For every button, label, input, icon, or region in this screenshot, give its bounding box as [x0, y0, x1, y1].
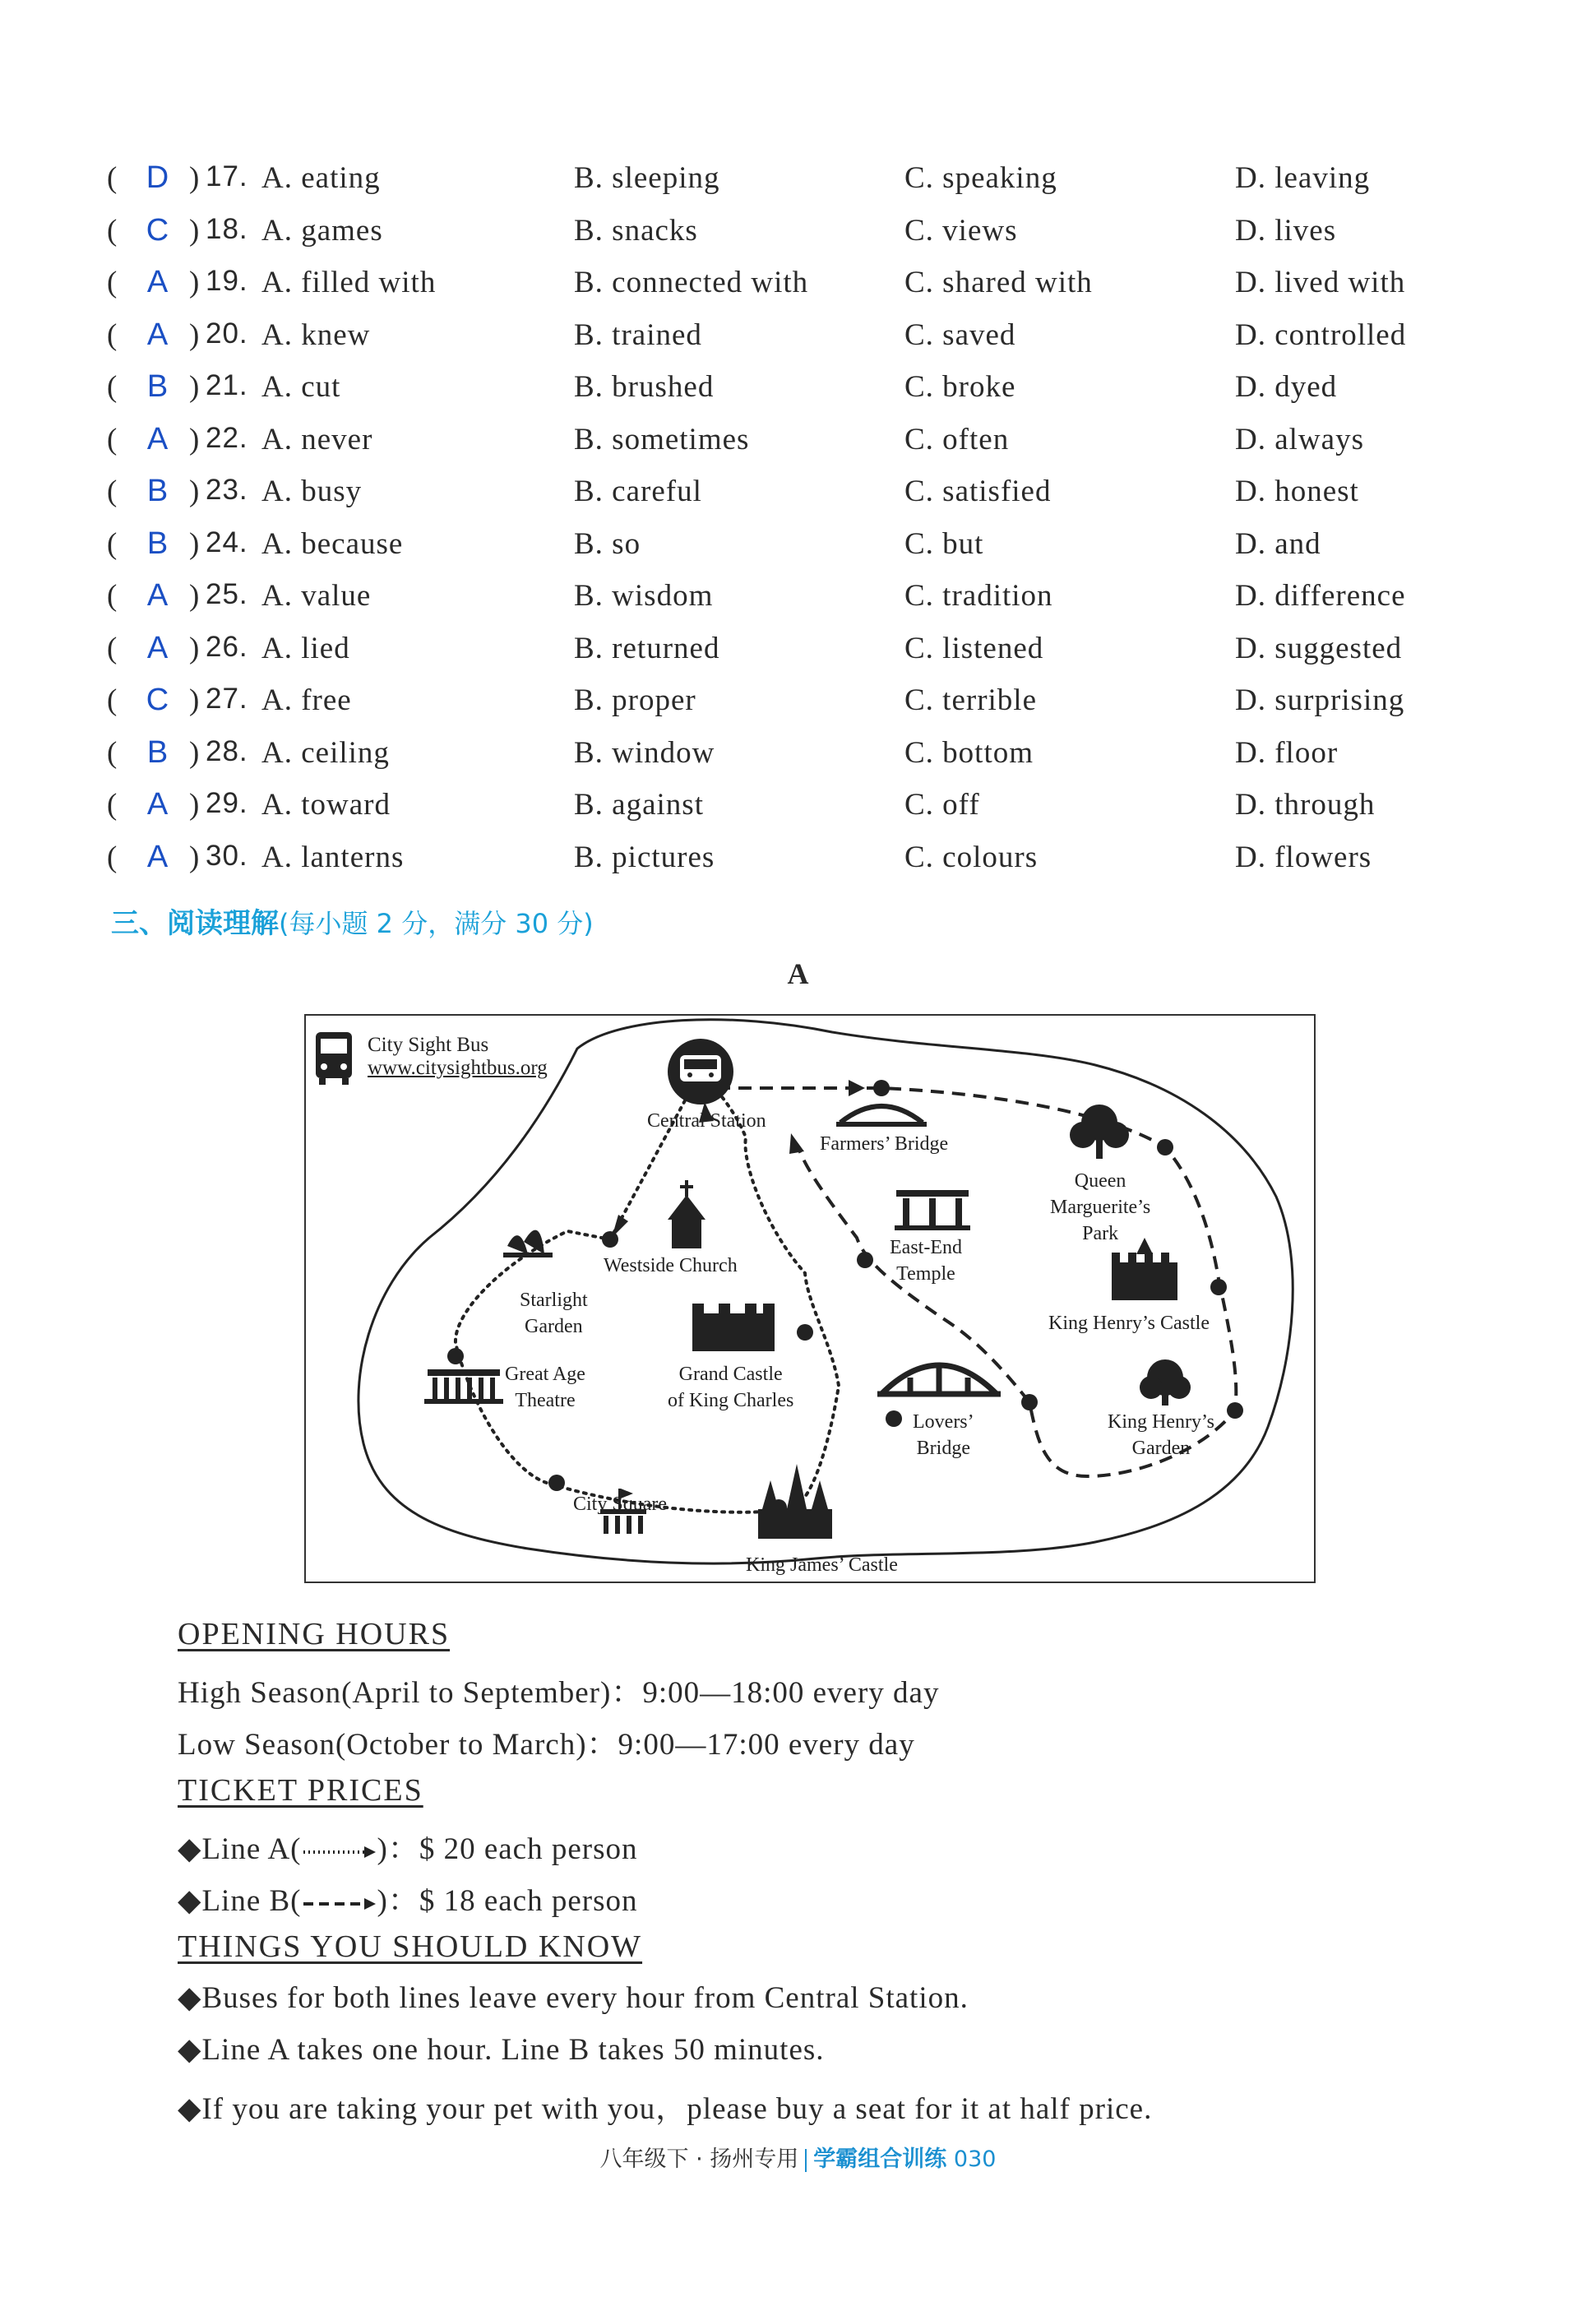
train-icon — [668, 1039, 733, 1105]
option-c: C. views — [904, 213, 1018, 248]
answer-letter: C — [146, 212, 170, 248]
question-number: 26. — [206, 630, 248, 663]
question-number: 17. — [206, 160, 248, 192]
question-number: 28. — [206, 734, 248, 767]
question-row — [107, 213, 1505, 266]
option-d: D. lived with — [1235, 266, 1406, 299]
question-row — [107, 840, 1505, 892]
option-b: B. against — [574, 788, 704, 822]
option-a: A. ceiling — [261, 735, 390, 770]
question-number: 27. — [206, 683, 248, 715]
answer-letter: B — [146, 474, 169, 508]
open-paren: ( — [107, 422, 118, 456]
answer-letter: D — [146, 160, 170, 195]
answer-letter: A — [146, 839, 169, 874]
question-row — [107, 631, 1505, 683]
question-row — [107, 422, 1505, 475]
label-king-henry-castle: King Henry’s Castle — [1048, 1313, 1210, 1334]
option-a: A. value — [261, 579, 372, 613]
opening-hours-heading: OPENING HOURS — [178, 1617, 451, 1651]
option-d: D. honest — [1235, 475, 1359, 508]
close-paren: ) — [189, 526, 201, 561]
question-row — [107, 317, 1505, 370]
question-number: 21. — [206, 369, 248, 401]
question-number: 19. — [206, 265, 248, 297]
page-footer — [0, 2141, 1596, 2173]
option-a: A. knew — [261, 317, 371, 352]
option-a: A. filled with — [261, 266, 437, 299]
option-d: D. and — [1235, 526, 1321, 561]
answer-letter: B — [146, 734, 169, 770]
close-paren: ) — [189, 840, 201, 874]
tree-icon — [1070, 1105, 1129, 1159]
close-paren: ) — [189, 683, 201, 717]
question-row — [107, 474, 1505, 526]
question-number: 30. — [206, 839, 248, 872]
low-season-hours: Low Season(October to March)：9:00—17:00 every day — [178, 1728, 915, 1762]
answer-letter: A — [146, 578, 169, 613]
bus-route-map — [304, 1014, 1316, 1583]
castle-icon — [1112, 1238, 1177, 1300]
question-number: 29. — [206, 787, 248, 819]
footer-brand: 学霸组合训练 — [813, 2147, 947, 2172]
option-b: B. trained — [574, 317, 702, 352]
question-row — [107, 578, 1505, 631]
line-a-route — [456, 1072, 839, 1512]
question-number: 23. — [206, 474, 248, 506]
question-number: 20. — [206, 317, 248, 350]
option-b: B. brushed — [574, 370, 715, 404]
option-b: B. so — [574, 526, 641, 561]
option-d: D. suggested — [1235, 631, 1403, 665]
option-d: D. flowers — [1235, 840, 1372, 874]
open-paren: ( — [107, 370, 118, 404]
things-to-know-heading: THINGS YOU SHOULD KNOW — [178, 1929, 643, 1964]
option-b: B. window — [574, 735, 715, 770]
option-c: C. listened — [904, 631, 1044, 665]
know-item-2: ◆Line A takes one hour. Line B takes 50 minutes. — [178, 2033, 825, 2067]
open-paren: ( — [107, 475, 118, 508]
answer-letter: A — [146, 421, 169, 456]
high-season-hours: High Season(April to September)：9:00—18:00 every day — [178, 1676, 940, 1710]
answer-letter: A — [146, 787, 169, 822]
option-c: C. saved — [904, 317, 1016, 352]
option-c: C. but — [904, 526, 984, 561]
close-paren: ) — [189, 631, 201, 665]
answer-letter: A — [146, 630, 169, 665]
label-starlight-garden: Starlight Garden — [520, 1290, 588, 1337]
open-paren: ( — [107, 161, 118, 195]
option-b: B. pictures — [574, 840, 715, 874]
option-b: B. proper — [574, 683, 696, 717]
question-row — [107, 369, 1505, 422]
option-a: A. busy — [261, 475, 363, 508]
answer-letter: A — [146, 265, 169, 299]
option-a: A. eating — [261, 161, 381, 195]
close-paren: ) — [189, 788, 201, 822]
section-note: (每小题 2 分，满分 30 分) — [279, 908, 594, 939]
section-title: 三、阅读理解 — [111, 907, 279, 940]
label-east-end-temple: East-End Temple — [890, 1237, 962, 1285]
lovers-bridge-icon — [877, 1365, 1001, 1394]
option-d: D. lives — [1235, 213, 1337, 248]
label-queen-park: Queen Marguerite’s Park — [1050, 1170, 1151, 1244]
question-number: 25. — [206, 578, 248, 610]
option-b: B. sleeping — [574, 161, 720, 195]
option-b: B. wisdom — [574, 579, 714, 613]
option-b: B. returned — [574, 631, 720, 665]
question-number: 22. — [206, 421, 248, 454]
label-king-james-castle: King James’ Castle — [746, 1554, 898, 1576]
answer-letter: C — [146, 683, 170, 717]
option-c: C. often — [904, 422, 1010, 456]
open-paren: ( — [107, 266, 118, 299]
question-row — [107, 735, 1505, 788]
close-paren: ) — [189, 266, 201, 299]
option-d: D. surprising — [1235, 683, 1405, 717]
question-row — [107, 265, 1505, 317]
option-d: D. floor — [1235, 735, 1339, 770]
question-number: 24. — [206, 526, 248, 558]
option-b: B. sometimes — [574, 422, 750, 456]
label-king-henry-garden: King Henry’s Garden — [1108, 1411, 1214, 1459]
map-drawing — [306, 1016, 1314, 1582]
option-d: D. dyed — [1235, 370, 1338, 404]
option-a: A. because — [261, 526, 404, 561]
option-a: A. games — [261, 213, 383, 248]
label-city-square: City Square — [573, 1494, 667, 1515]
option-a: A. cut — [261, 370, 341, 404]
question-row — [107, 787, 1505, 840]
garden-tree-icon — [1140, 1359, 1191, 1406]
question-row — [107, 683, 1505, 735]
dashed-arrow-icon — [302, 1896, 377, 1912]
option-b: B. snacks — [574, 213, 698, 248]
question-row — [107, 526, 1505, 579]
close-paren: ) — [189, 317, 201, 352]
label-westside-church: Westside Church — [604, 1255, 738, 1276]
option-c: C. shared with — [904, 266, 1093, 299]
close-paren: ) — [189, 370, 201, 404]
option-a: A. toward — [261, 788, 391, 822]
label-great-age-theatre: Great Age Theatre — [505, 1364, 585, 1411]
option-d: D. controlled — [1235, 317, 1407, 352]
know-item-1: ◆Buses for both lines leave every hour from Central Station. — [178, 1981, 969, 2015]
option-c: C. off — [904, 788, 980, 822]
label-grand-castle: Grand Castle of King Charles — [668, 1364, 794, 1411]
open-paren: ( — [107, 683, 118, 717]
close-paren: ) — [189, 422, 201, 456]
dotted-arrow-icon — [302, 1844, 377, 1860]
question-row — [107, 160, 1505, 213]
option-c: C. tradition — [904, 579, 1053, 613]
option-b: B. careful — [574, 475, 702, 508]
garden-icon — [503, 1230, 553, 1257]
label-central-station: Central Station — [647, 1110, 766, 1132]
section-heading — [111, 901, 594, 941]
james-castle-icon — [758, 1464, 832, 1539]
answer-letter: B — [146, 526, 169, 561]
option-d: D. difference — [1235, 579, 1406, 613]
close-paren: ) — [189, 475, 201, 508]
option-c: C. satisfied — [904, 475, 1052, 508]
option-c: C. bottom — [904, 735, 1034, 770]
option-d: D. through — [1235, 788, 1376, 822]
option-a: A. lied — [261, 631, 350, 665]
open-paren: ( — [107, 579, 118, 613]
open-paren: ( — [107, 631, 118, 665]
option-c: C. speaking — [904, 161, 1057, 195]
page-number: 030 — [953, 2147, 997, 2172]
option-a: A. free — [261, 683, 352, 717]
church-icon — [668, 1180, 705, 1248]
grand-castle-icon — [692, 1304, 775, 1351]
close-paren: ) — [189, 161, 201, 195]
option-c: C. terrible — [904, 683, 1038, 717]
close-paren: ) — [189, 735, 201, 770]
footer-divider — [805, 2149, 807, 2172]
option-d: D. leaving — [1235, 161, 1371, 195]
arch-bridge-icon — [836, 1106, 927, 1124]
answer-letter: A — [146, 317, 169, 352]
open-paren: ( — [107, 213, 118, 248]
option-d: D. always — [1235, 422, 1364, 456]
bus-name: City Sight Bus — [368, 1034, 489, 1056]
option-c: C. broke — [904, 370, 1016, 404]
label-farmers-bridge: Farmers’ Bridge — [820, 1133, 949, 1155]
line-a-price: ◆Line A( )：$ 20 each person — [178, 1832, 638, 1866]
open-paren: ( — [107, 788, 118, 822]
option-b: B. connected with — [574, 266, 809, 299]
bus-url[interactable]: www.citysightbus.org — [368, 1057, 548, 1079]
bus-icon — [316, 1032, 352, 1085]
open-paren: ( — [107, 735, 118, 770]
close-paren: ) — [189, 579, 201, 613]
option-a: A. lanterns — [261, 840, 405, 874]
open-paren: ( — [107, 526, 118, 561]
option-c: C. colours — [904, 840, 1039, 874]
line-b-price: ◆Line B( )：$ 18 each person — [178, 1884, 638, 1918]
question-number: 18. — [206, 212, 248, 245]
label-lovers-bridge: Lovers’ Bridge — [913, 1411, 974, 1459]
open-paren: ( — [107, 840, 118, 874]
theatre-icon — [424, 1369, 503, 1404]
close-paren: ) — [189, 213, 201, 248]
know-item-3: ◆If you are taking your pet with you，please buy a seat for it at half price. — [178, 2092, 1153, 2126]
footer-grade: 八年级下 · 扬州专用 — [599, 2147, 799, 2172]
open-paren: ( — [107, 317, 118, 352]
bus-brand — [368, 1034, 548, 1080]
ticket-prices-heading: TICKET PRICES — [178, 1773, 423, 1808]
option-a: A. never — [261, 422, 373, 456]
answer-letter: B — [146, 369, 169, 404]
temple-icon — [895, 1190, 970, 1230]
passage-title: A — [787, 957, 809, 990]
